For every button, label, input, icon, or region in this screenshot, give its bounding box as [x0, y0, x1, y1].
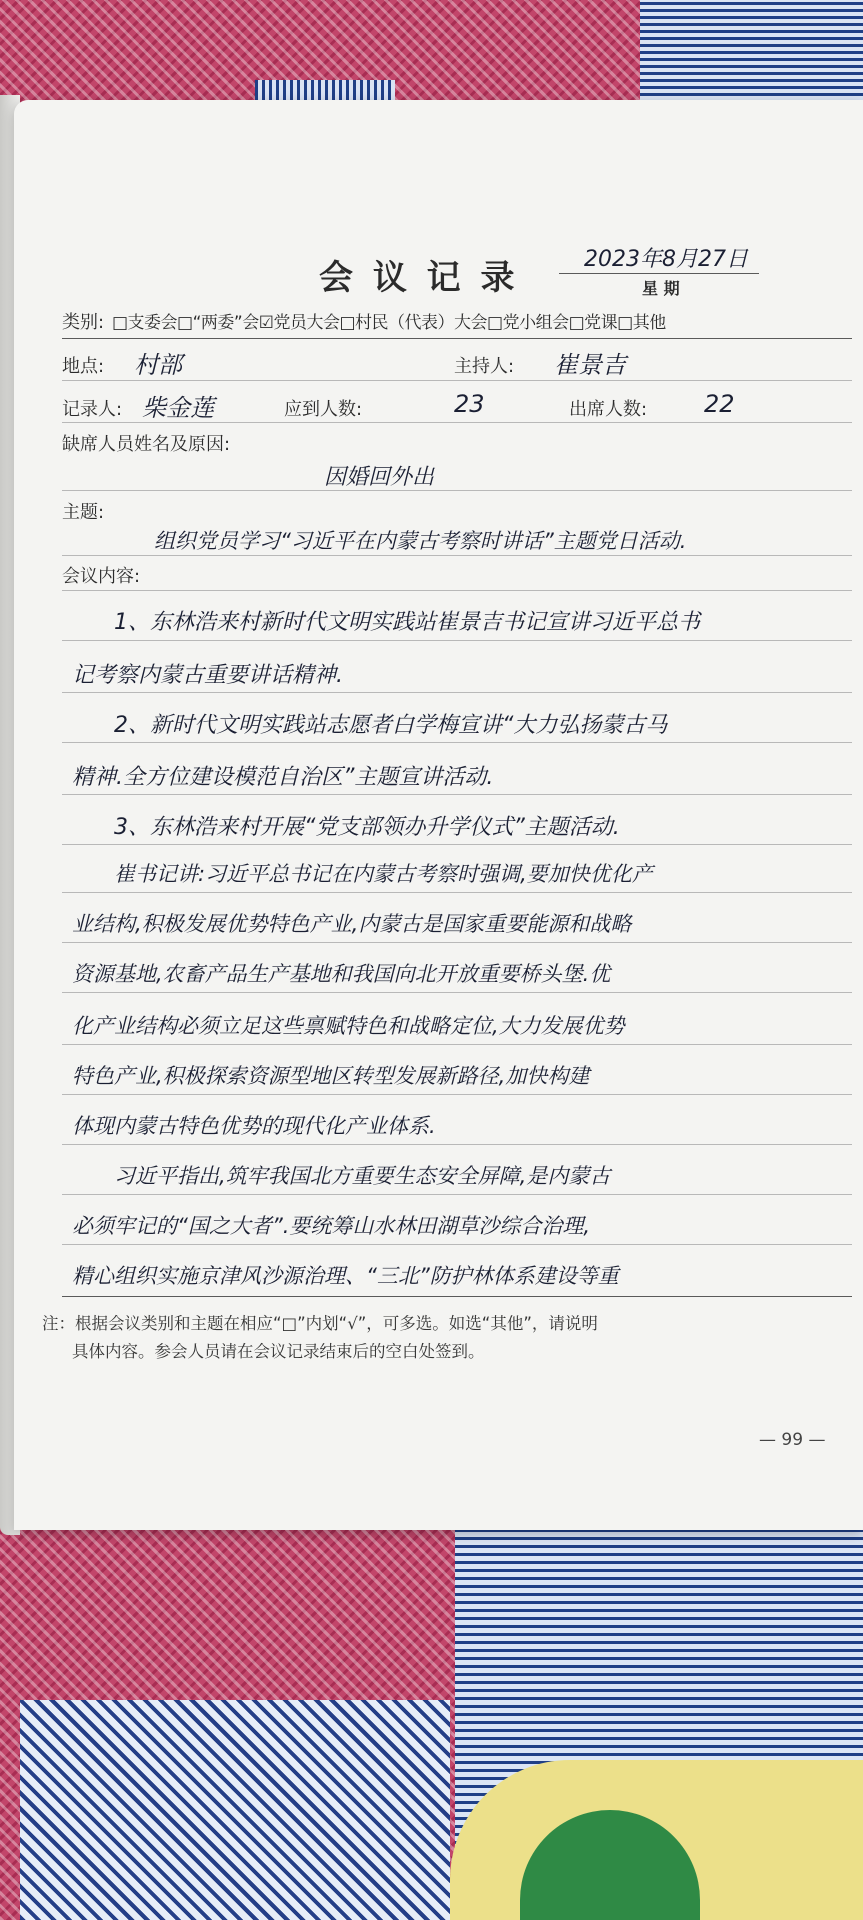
content-line: 精神.全方位建设模范自治区”主题宣讲活动. [72, 765, 494, 790]
content-line: 体现内蒙古特色优势的现代化产业体系. [72, 1114, 436, 1138]
host-label: 主持人: [454, 356, 515, 377]
expected-count-value: 23 [454, 390, 485, 418]
content-line: 记考察内蒙古重要讲话精神. [72, 663, 343, 688]
divider [62, 1094, 852, 1095]
category-label: 类别: [62, 312, 105, 333]
weekday-label: 星 期 [642, 279, 680, 298]
recorder-label: 记录人: [62, 399, 123, 420]
divider [62, 844, 852, 845]
footnote-line: 具体内容。参会人员请在会议记录结束后的空白处签到。 [72, 1342, 485, 1361]
divider [62, 742, 852, 743]
divider [62, 640, 852, 641]
content-label: 会议内容: [62, 566, 141, 587]
divider [62, 338, 852, 339]
footnote-line: 注：根据会议类别和主题在相应“□”内划“√”，可多选。如选“其他”，请说明 [42, 1314, 598, 1333]
absent-label: 缺席人员姓名及原因: [62, 434, 231, 455]
meeting-date: 2023年8月27日 [584, 247, 748, 272]
divider [62, 942, 852, 943]
content-line: 2、新时代文明实践站志愿者白学梅宣讲“大力弘扬蒙古马 [114, 713, 668, 738]
content-line: 必须牢记的“国之大者”.要统筹山水林田湖草沙综合治理, [72, 1214, 591, 1238]
content-line: 崔书记讲:习近平总书记在内蒙古考察时强调,要加快优化产 [114, 862, 653, 886]
category-options: □支委会□“两委”会☑党员大会□村民（代表）大会□党小组会□党课□其他 [112, 313, 666, 333]
present-count-label: 出席人数: [569, 399, 648, 420]
topic-label: 主题: [62, 502, 105, 523]
recorder-value: 柴金莲 [142, 394, 214, 422]
present-count-value: 22 [704, 390, 735, 418]
page-number: — 99 — [759, 1430, 826, 1450]
expected-count-label: 应到人数: [284, 399, 363, 420]
content-line: 业结构,积极发展优势特色产业,内蒙古是国家重要能源和战略 [72, 912, 632, 936]
location-value: 村部 [134, 351, 182, 379]
divider [62, 1194, 852, 1195]
notebook-page [14, 100, 863, 1530]
divider [62, 1044, 852, 1045]
content-line: 1、东林浩来村新时代文明实践站崔景吉书记宣讲习近平总书 [114, 610, 700, 635]
tablecloth-blue-pattern [640, 0, 863, 110]
divider [62, 794, 852, 795]
content-line: 精心组织实施京津风沙源治理、“三北”防护林体系建设等重 [72, 1264, 619, 1288]
divider [62, 422, 852, 423]
divider [62, 380, 852, 381]
tablecloth-blue-pattern [20, 1700, 450, 1920]
content-line: 习近平指出,筑牢我国北方重要生态安全屏障,是内蒙古 [114, 1164, 611, 1188]
divider [62, 692, 852, 693]
date-underline [559, 273, 759, 274]
divider [62, 590, 852, 591]
divider [62, 892, 852, 893]
host-value: 崔景吉 [554, 351, 626, 379]
divider [62, 1296, 852, 1297]
content-line: 3、东林浩来村开展“党支部领办升学仪式”主题活动. [114, 815, 620, 840]
page-title: 会 议 记 录 [319, 258, 519, 298]
content-line: 化产业结构必须立足这些禀赋特色和战略定位,大力发展优势 [72, 1014, 625, 1038]
topic-value: 组织党员学习“习近平在内蒙古考察时讲话”主题党日活动. [154, 529, 687, 553]
content-line: 特色产业,积极探索资源型地区转型发展新路径,加快构建 [72, 1064, 590, 1088]
content-line: 资源基地,农畜产品生产基地和我国向北开放重要桥头堡.优 [72, 962, 611, 986]
divider [62, 1244, 852, 1245]
divider [62, 992, 852, 993]
absent-value: 因婚回外出 [324, 465, 435, 490]
divider [62, 1144, 852, 1145]
divider [62, 555, 852, 556]
location-label: 地点: [62, 356, 105, 377]
divider [62, 490, 852, 491]
